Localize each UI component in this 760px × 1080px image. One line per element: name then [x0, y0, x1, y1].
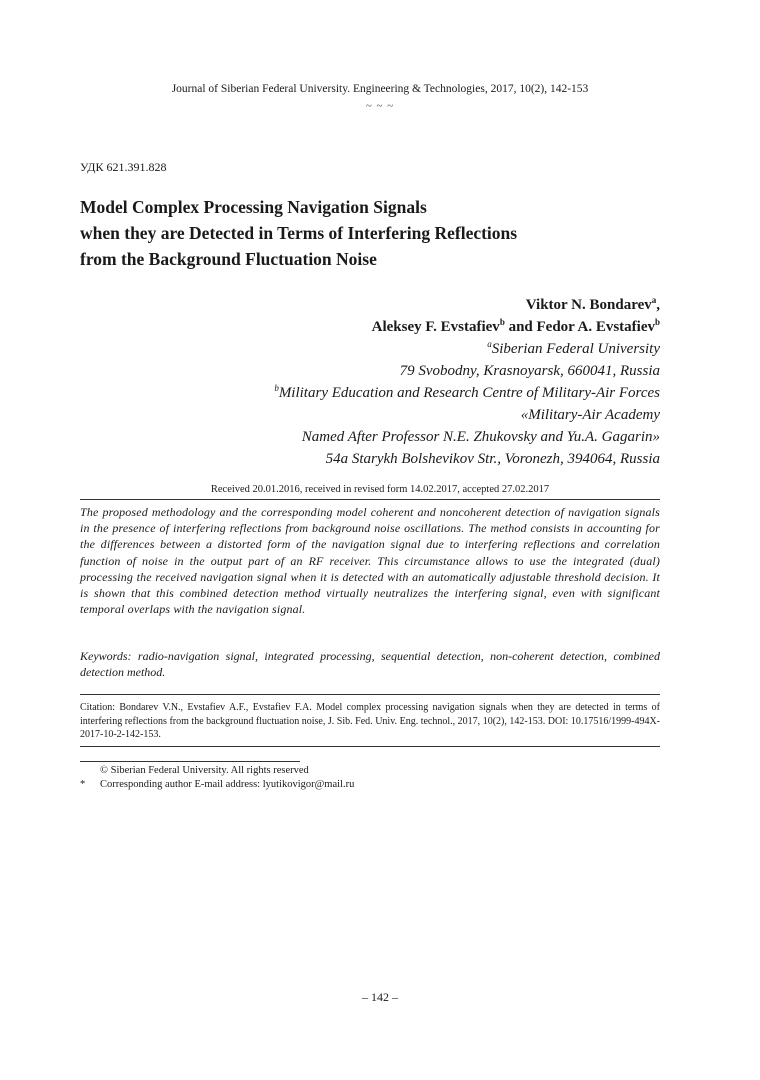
footnote-rule [80, 761, 300, 762]
affiliation-mark: b [274, 383, 279, 393]
footnote-copyright [80, 764, 660, 778]
paper-title [80, 194, 680, 272]
title-line: when they are Detected in Terms of Interfering Reflections [80, 223, 518, 243]
footnote-corresponding [80, 778, 660, 792]
affiliation-mark: a [651, 295, 657, 305]
journal-header: Journal of Siberian Federal University. Engineering & Technologies, 2017, 10(2), 142-153 [171, 83, 589, 95]
affiliation-address: 79 Svobodny, Krasnoyarsk, 660041, Russia [399, 363, 660, 379]
author-separator: , [656, 297, 660, 313]
footnote-star: * [80, 779, 86, 790]
footnotes [80, 764, 660, 792]
author-name: Fedor A. Evstafiev [536, 319, 655, 335]
keywords: Keywords: radio-navigation signal, integrated processing, sequential detection, non-coherent detection, combined detection method. [80, 649, 660, 680]
citation: Citation: Bondarev V.N., Evstafiev A.F., Evstafiev F.A. Model complex processing navigation signals when they are detected in terms of interfering reflections from the background fluctuation noise, J. Sib. Fed. Univ. Eng. technol., 2017, 10(2), 142-153. DOI: 10.17516/1999-494X-2017-10-2-142-153. [80, 702, 660, 740]
title-line: Model Complex Processing Navigation Signals [80, 197, 427, 217]
corresponding-author-text: Corresponding author E-mail address: lyutikovigor@mail.ru [100, 779, 355, 790]
affiliation-line [274, 382, 660, 404]
affiliation-line: Named After Professor N.E. Zhukovsky and Yu.A. Gagarin» [301, 429, 660, 445]
title-line: from the Background Fluctuation Noise [80, 249, 377, 269]
affiliation-mark: b [499, 317, 505, 327]
affiliation-address: 54a Starykh Bolshevikov Str., Voronezh, 394064, Russia [325, 451, 660, 467]
affiliation-name: Siberian Federal University [491, 341, 660, 357]
footnote-mark-blank [80, 764, 100, 778]
affiliation-line [274, 338, 660, 360]
author-conjunction: and [504, 319, 537, 335]
header-divider: ~ ~ ~ [365, 100, 395, 112]
received-dates: Received 20.01.2016, received in revised form 14.02.2017, accepted 27.02.2017 [210, 484, 550, 495]
page-number: – 142 – [362, 990, 398, 1004]
author-line [274, 316, 660, 338]
affiliation-mark: a [487, 339, 492, 349]
abstract: The proposed methodology and the corresponding model coherent and noncoherent detection of navigation signals in the presence of interfering reflections from background noise oscillations. The method consists in accounting for the differences between a distorted form of the navigation signal due to interfering reflections and correlation function of noise in the output part of an RF receiver. This circumstance allows to use the integrated (dual) processing the received navigation signal when it is detected with an automatically adjustable threshold decision. It is shown that this combined detection method virtually neutralizes the interfering signal, even with significant temporal overlaps with the navigation signal. [80, 505, 660, 617]
citation-top-rule [80, 694, 660, 695]
author-line [274, 294, 660, 316]
affiliation-name: Military Education and Research Centre of Military-Air Forces [278, 385, 660, 401]
copyright-text: © Siberian Federal University. All rights reserved [100, 765, 309, 776]
authors-block [274, 294, 660, 470]
citation-bottom-rule [80, 746, 660, 747]
udc-code: УДК 621.391.828 [80, 160, 167, 174]
author-name: Viktor N. Bondarev [525, 297, 652, 313]
author-name: Aleksey F. Evstafiev [371, 319, 500, 335]
affiliation-mark: b [654, 317, 660, 327]
affiliation-line: «Military-Air Academy [520, 407, 660, 423]
abstract-top-rule [80, 499, 660, 500]
